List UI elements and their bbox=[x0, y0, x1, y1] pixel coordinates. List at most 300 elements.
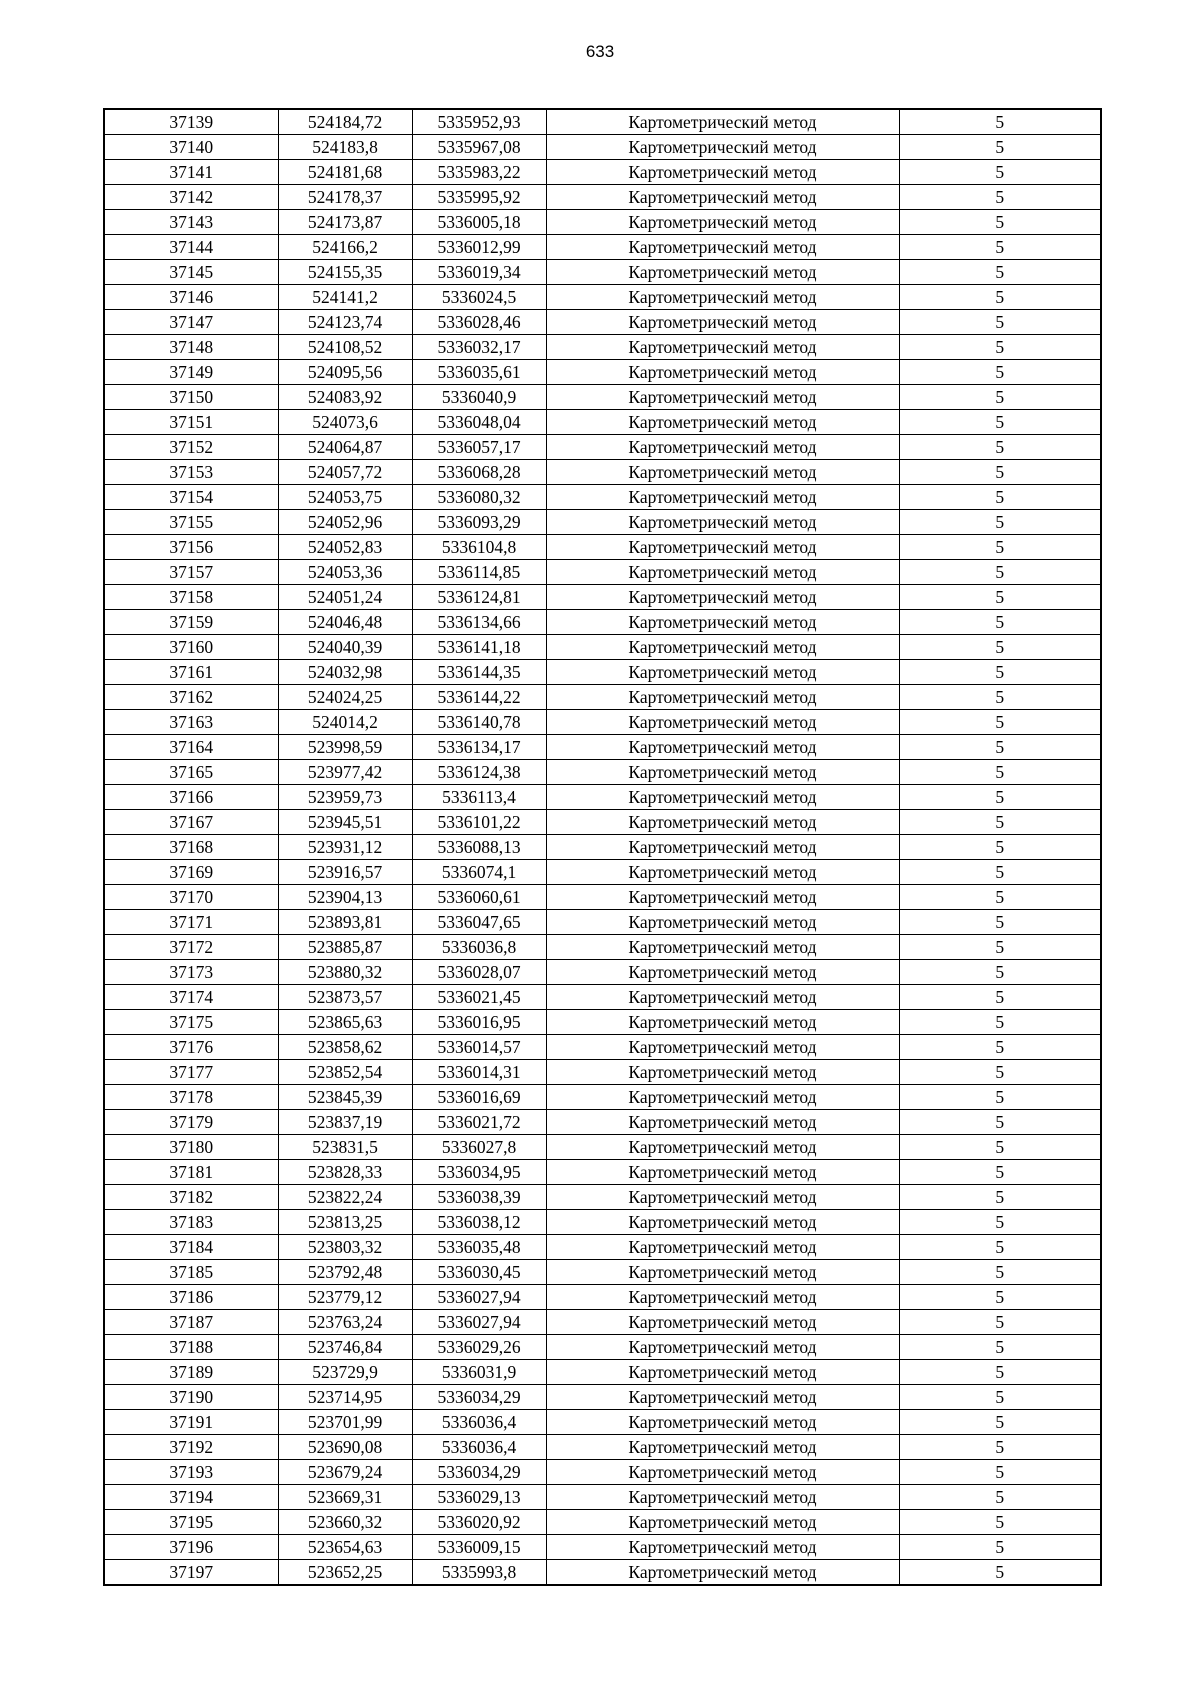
x-coordinate-cell: 523858,62 bbox=[278, 1035, 412, 1060]
accuracy-cell: 5 bbox=[899, 1410, 1101, 1435]
x-coordinate-cell: 523873,57 bbox=[278, 985, 412, 1010]
table-row bbox=[104, 360, 1101, 385]
table-row bbox=[104, 1110, 1101, 1135]
x-coordinate-cell: 524040,39 bbox=[278, 635, 412, 660]
point-number-cell: 37173 bbox=[104, 960, 278, 985]
point-number-cell: 37153 bbox=[104, 460, 278, 485]
accuracy-cell: 5 bbox=[899, 109, 1101, 135]
table-row bbox=[104, 1410, 1101, 1435]
method-cell: Картометрический метод bbox=[546, 910, 899, 935]
point-number-cell: 37175 bbox=[104, 1010, 278, 1035]
method-cell: Картометрический метод bbox=[546, 1185, 899, 1210]
x-coordinate-cell: 524123,74 bbox=[278, 310, 412, 335]
table-row bbox=[104, 835, 1101, 860]
x-coordinate-cell: 524032,98 bbox=[278, 660, 412, 685]
x-coordinate-cell: 524053,75 bbox=[278, 485, 412, 510]
table-row bbox=[104, 1010, 1101, 1035]
y-coordinate-cell: 5335952,93 bbox=[412, 109, 546, 135]
point-number-cell: 37159 bbox=[104, 610, 278, 635]
point-number-cell: 37186 bbox=[104, 1285, 278, 1310]
y-coordinate-cell: 5336030,45 bbox=[412, 1260, 546, 1285]
point-number-cell: 37140 bbox=[104, 135, 278, 160]
y-coordinate-cell: 5336035,61 bbox=[412, 360, 546, 385]
accuracy-cell: 5 bbox=[899, 810, 1101, 835]
accuracy-cell: 5 bbox=[899, 1485, 1101, 1510]
y-coordinate-cell: 5335983,22 bbox=[412, 160, 546, 185]
method-cell: Картометрический метод bbox=[546, 1035, 899, 1060]
y-coordinate-cell: 5336144,22 bbox=[412, 685, 546, 710]
y-coordinate-cell: 5336047,65 bbox=[412, 910, 546, 935]
method-cell: Картометрический метод bbox=[546, 1135, 899, 1160]
y-coordinate-cell: 5336027,8 bbox=[412, 1135, 546, 1160]
x-coordinate-cell: 524181,68 bbox=[278, 160, 412, 185]
point-number-cell: 37161 bbox=[104, 660, 278, 685]
y-coordinate-cell: 5336034,29 bbox=[412, 1460, 546, 1485]
point-number-cell: 37165 bbox=[104, 760, 278, 785]
point-number-cell: 37177 bbox=[104, 1060, 278, 1085]
x-coordinate-cell: 523690,08 bbox=[278, 1435, 412, 1460]
method-cell: Картометрический метод bbox=[546, 435, 899, 460]
table-row bbox=[104, 635, 1101, 660]
y-coordinate-cell: 5336009,15 bbox=[412, 1535, 546, 1560]
table-row bbox=[104, 985, 1101, 1010]
point-number-cell: 37164 bbox=[104, 735, 278, 760]
method-cell: Картометрический метод bbox=[546, 810, 899, 835]
accuracy-cell: 5 bbox=[899, 560, 1101, 585]
y-coordinate-cell: 5336021,45 bbox=[412, 985, 546, 1010]
table-row bbox=[104, 235, 1101, 260]
point-number-cell: 37152 bbox=[104, 435, 278, 460]
table-row bbox=[104, 960, 1101, 985]
y-coordinate-cell: 5336028,46 bbox=[412, 310, 546, 335]
table-row bbox=[104, 1360, 1101, 1385]
method-cell: Картометрический метод bbox=[546, 785, 899, 810]
accuracy-cell: 5 bbox=[899, 285, 1101, 310]
accuracy-cell: 5 bbox=[899, 1210, 1101, 1235]
y-coordinate-cell: 5336014,57 bbox=[412, 1035, 546, 1060]
x-coordinate-cell: 524052,83 bbox=[278, 535, 412, 560]
table-row bbox=[104, 310, 1101, 335]
accuracy-cell: 5 bbox=[899, 135, 1101, 160]
y-coordinate-cell: 5336124,81 bbox=[412, 585, 546, 610]
method-cell: Картометрический метод bbox=[546, 610, 899, 635]
method-cell: Картометрический метод bbox=[546, 135, 899, 160]
accuracy-cell: 5 bbox=[899, 610, 1101, 635]
accuracy-cell: 5 bbox=[899, 185, 1101, 210]
accuracy-cell: 5 bbox=[899, 1035, 1101, 1060]
y-coordinate-cell: 5336101,22 bbox=[412, 810, 546, 835]
table-row bbox=[104, 560, 1101, 585]
y-coordinate-cell: 5336074,1 bbox=[412, 860, 546, 885]
table-row bbox=[104, 1335, 1101, 1360]
method-cell: Картометрический метод bbox=[546, 1360, 899, 1385]
accuracy-cell: 5 bbox=[899, 585, 1101, 610]
x-coordinate-cell: 523880,32 bbox=[278, 960, 412, 985]
table-row bbox=[104, 260, 1101, 285]
y-coordinate-cell: 5336134,17 bbox=[412, 735, 546, 760]
point-number-cell: 37185 bbox=[104, 1260, 278, 1285]
accuracy-cell: 5 bbox=[899, 485, 1101, 510]
method-cell: Картометрический метод bbox=[546, 860, 899, 885]
y-coordinate-cell: 5336141,18 bbox=[412, 635, 546, 660]
x-coordinate-cell: 523779,12 bbox=[278, 1285, 412, 1310]
x-coordinate-cell: 523746,84 bbox=[278, 1335, 412, 1360]
accuracy-cell: 5 bbox=[899, 385, 1101, 410]
x-coordinate-cell: 523865,63 bbox=[278, 1010, 412, 1035]
table-row bbox=[104, 935, 1101, 960]
method-cell: Картометрический метод bbox=[546, 1560, 899, 1586]
accuracy-cell: 5 bbox=[899, 460, 1101, 485]
accuracy-cell: 5 bbox=[899, 1510, 1101, 1535]
point-number-cell: 37178 bbox=[104, 1085, 278, 1110]
point-number-cell: 37166 bbox=[104, 785, 278, 810]
x-coordinate-cell: 523885,87 bbox=[278, 935, 412, 960]
y-coordinate-cell: 5336020,92 bbox=[412, 1510, 546, 1535]
x-coordinate-cell: 523931,12 bbox=[278, 835, 412, 860]
table-row bbox=[104, 1310, 1101, 1335]
y-coordinate-cell: 5336093,29 bbox=[412, 510, 546, 535]
point-number-cell: 37168 bbox=[104, 835, 278, 860]
table-row bbox=[104, 385, 1101, 410]
table-row bbox=[104, 1160, 1101, 1185]
point-number-cell: 37181 bbox=[104, 1160, 278, 1185]
accuracy-cell: 5 bbox=[899, 410, 1101, 435]
accuracy-cell: 5 bbox=[899, 260, 1101, 285]
table-row bbox=[104, 1435, 1101, 1460]
table-row bbox=[104, 1235, 1101, 1260]
x-coordinate-cell: 523998,59 bbox=[278, 735, 412, 760]
x-coordinate-cell: 524178,37 bbox=[278, 185, 412, 210]
y-coordinate-cell: 5336036,4 bbox=[412, 1435, 546, 1460]
x-coordinate-cell: 524173,87 bbox=[278, 210, 412, 235]
method-cell: Картометрический метод bbox=[546, 1085, 899, 1110]
x-coordinate-cell: 523679,24 bbox=[278, 1460, 412, 1485]
y-coordinate-cell: 5336080,32 bbox=[412, 485, 546, 510]
point-number-cell: 37143 bbox=[104, 210, 278, 235]
x-coordinate-cell: 523822,24 bbox=[278, 1185, 412, 1210]
x-coordinate-cell: 524183,8 bbox=[278, 135, 412, 160]
x-coordinate-cell: 524166,2 bbox=[278, 235, 412, 260]
x-coordinate-cell: 524064,87 bbox=[278, 435, 412, 460]
table-row bbox=[104, 410, 1101, 435]
accuracy-cell: 5 bbox=[899, 860, 1101, 885]
point-number-cell: 37150 bbox=[104, 385, 278, 410]
accuracy-cell: 5 bbox=[899, 835, 1101, 860]
method-cell: Картометрический метод bbox=[546, 960, 899, 985]
table-row bbox=[104, 210, 1101, 235]
x-coordinate-cell: 523837,19 bbox=[278, 1110, 412, 1135]
accuracy-cell: 5 bbox=[899, 660, 1101, 685]
accuracy-cell: 5 bbox=[899, 635, 1101, 660]
x-coordinate-cell: 523893,81 bbox=[278, 910, 412, 935]
y-coordinate-cell: 5336005,18 bbox=[412, 210, 546, 235]
method-cell: Картометрический метод bbox=[546, 1110, 899, 1135]
x-coordinate-cell: 524051,24 bbox=[278, 585, 412, 610]
method-cell: Картометрический метод bbox=[546, 310, 899, 335]
y-coordinate-cell: 5336040,9 bbox=[412, 385, 546, 410]
accuracy-cell: 5 bbox=[899, 435, 1101, 460]
accuracy-cell: 5 bbox=[899, 1260, 1101, 1285]
method-cell: Картометрический метод bbox=[546, 585, 899, 610]
accuracy-cell: 5 bbox=[899, 335, 1101, 360]
y-coordinate-cell: 5336034,95 bbox=[412, 1160, 546, 1185]
table-row bbox=[104, 710, 1101, 735]
point-number-cell: 37149 bbox=[104, 360, 278, 385]
method-cell: Картометрический метод bbox=[546, 885, 899, 910]
point-number-cell: 37151 bbox=[104, 410, 278, 435]
y-coordinate-cell: 5335993,8 bbox=[412, 1560, 546, 1586]
accuracy-cell: 5 bbox=[899, 710, 1101, 735]
x-coordinate-cell: 523803,32 bbox=[278, 1235, 412, 1260]
table-row bbox=[104, 435, 1101, 460]
accuracy-cell: 5 bbox=[899, 160, 1101, 185]
method-cell: Картометрический метод bbox=[546, 1285, 899, 1310]
method-cell: Картометрический метод bbox=[546, 109, 899, 135]
accuracy-cell: 5 bbox=[899, 985, 1101, 1010]
point-number-cell: 37145 bbox=[104, 260, 278, 285]
x-coordinate-cell: 524108,52 bbox=[278, 335, 412, 360]
y-coordinate-cell: 5336057,17 bbox=[412, 435, 546, 460]
method-cell: Картометрический метод bbox=[546, 985, 899, 1010]
method-cell: Картометрический метод bbox=[546, 185, 899, 210]
y-coordinate-cell: 5336113,4 bbox=[412, 785, 546, 810]
point-number-cell: 37160 bbox=[104, 635, 278, 660]
method-cell: Картометрический метод bbox=[546, 1410, 899, 1435]
y-coordinate-cell: 5336029,13 bbox=[412, 1485, 546, 1510]
table-row bbox=[104, 285, 1101, 310]
point-number-cell: 37139 bbox=[104, 109, 278, 135]
method-cell: Картометрический метод bbox=[546, 760, 899, 785]
coordinates-table-body bbox=[104, 109, 1101, 1585]
point-number-cell: 37194 bbox=[104, 1485, 278, 1510]
point-number-cell: 37144 bbox=[104, 235, 278, 260]
accuracy-cell: 5 bbox=[899, 885, 1101, 910]
accuracy-cell: 5 bbox=[899, 935, 1101, 960]
method-cell: Картометрический метод bbox=[546, 1460, 899, 1485]
accuracy-cell: 5 bbox=[899, 960, 1101, 985]
point-number-cell: 37146 bbox=[104, 285, 278, 310]
x-coordinate-cell: 523904,13 bbox=[278, 885, 412, 910]
point-number-cell: 37193 bbox=[104, 1460, 278, 1485]
accuracy-cell: 5 bbox=[899, 1435, 1101, 1460]
y-coordinate-cell: 5336012,99 bbox=[412, 235, 546, 260]
y-coordinate-cell: 5336016,69 bbox=[412, 1085, 546, 1110]
y-coordinate-cell: 5336036,8 bbox=[412, 935, 546, 960]
x-coordinate-cell: 524095,56 bbox=[278, 360, 412, 385]
point-number-cell: 37157 bbox=[104, 560, 278, 585]
x-coordinate-cell: 523828,33 bbox=[278, 1160, 412, 1185]
point-number-cell: 37190 bbox=[104, 1385, 278, 1410]
y-coordinate-cell: 5336114,85 bbox=[412, 560, 546, 585]
table-row bbox=[104, 135, 1101, 160]
accuracy-cell: 5 bbox=[899, 1110, 1101, 1135]
method-cell: Картометрический метод bbox=[546, 1435, 899, 1460]
point-number-cell: 37197 bbox=[104, 1560, 278, 1586]
x-coordinate-cell: 524052,96 bbox=[278, 510, 412, 535]
method-cell: Картометрический метод bbox=[546, 210, 899, 235]
y-coordinate-cell: 5336014,31 bbox=[412, 1060, 546, 1085]
y-coordinate-cell: 5336029,26 bbox=[412, 1335, 546, 1360]
x-coordinate-cell: 523652,25 bbox=[278, 1560, 412, 1586]
table-row bbox=[104, 485, 1101, 510]
page-number: 633 bbox=[585, 42, 615, 61]
point-number-cell: 37158 bbox=[104, 585, 278, 610]
y-coordinate-cell: 5336024,5 bbox=[412, 285, 546, 310]
y-coordinate-cell: 5336144,35 bbox=[412, 660, 546, 685]
accuracy-cell: 5 bbox=[899, 1010, 1101, 1035]
table-row bbox=[104, 1510, 1101, 1535]
x-coordinate-cell: 523792,48 bbox=[278, 1260, 412, 1285]
y-coordinate-cell: 5336140,78 bbox=[412, 710, 546, 735]
x-coordinate-cell: 523701,99 bbox=[278, 1410, 412, 1435]
method-cell: Картометрический метод bbox=[546, 835, 899, 860]
point-number-cell: 37156 bbox=[104, 535, 278, 560]
y-coordinate-cell: 5336068,28 bbox=[412, 460, 546, 485]
method-cell: Картометрический метод bbox=[546, 1210, 899, 1235]
y-coordinate-cell: 5336038,12 bbox=[412, 1210, 546, 1235]
table-row bbox=[104, 785, 1101, 810]
table-row bbox=[104, 1060, 1101, 1085]
table-row bbox=[104, 1560, 1101, 1586]
x-coordinate-cell: 523654,63 bbox=[278, 1535, 412, 1560]
table-row bbox=[104, 660, 1101, 685]
accuracy-cell: 5 bbox=[899, 510, 1101, 535]
point-number-cell: 37148 bbox=[104, 335, 278, 360]
table-row bbox=[104, 1185, 1101, 1210]
point-number-cell: 37147 bbox=[104, 310, 278, 335]
accuracy-cell: 5 bbox=[899, 310, 1101, 335]
accuracy-cell: 5 bbox=[899, 1135, 1101, 1160]
x-coordinate-cell: 524057,72 bbox=[278, 460, 412, 485]
method-cell: Картометрический метод bbox=[546, 1310, 899, 1335]
accuracy-cell: 5 bbox=[899, 1310, 1101, 1335]
method-cell: Картометрический метод bbox=[546, 235, 899, 260]
x-coordinate-cell: 523813,25 bbox=[278, 1210, 412, 1235]
x-coordinate-cell: 524083,92 bbox=[278, 385, 412, 410]
y-coordinate-cell: 5336124,38 bbox=[412, 760, 546, 785]
x-coordinate-cell: 524046,48 bbox=[278, 610, 412, 635]
point-number-cell: 37187 bbox=[104, 1310, 278, 1335]
accuracy-cell: 5 bbox=[899, 1160, 1101, 1185]
x-coordinate-cell: 523714,95 bbox=[278, 1385, 412, 1410]
x-coordinate-cell: 523959,73 bbox=[278, 785, 412, 810]
method-cell: Картометрический метод bbox=[546, 485, 899, 510]
method-cell: Картометрический метод bbox=[546, 1535, 899, 1560]
method-cell: Картометрический метод bbox=[546, 335, 899, 360]
table-row bbox=[104, 585, 1101, 610]
accuracy-cell: 5 bbox=[899, 235, 1101, 260]
point-number-cell: 37167 bbox=[104, 810, 278, 835]
method-cell: Картометрический метод bbox=[546, 1235, 899, 1260]
accuracy-cell: 5 bbox=[899, 1535, 1101, 1560]
accuracy-cell: 5 bbox=[899, 1185, 1101, 1210]
y-coordinate-cell: 5336016,95 bbox=[412, 1010, 546, 1035]
method-cell: Картометрический метод bbox=[546, 510, 899, 535]
table-row bbox=[104, 535, 1101, 560]
accuracy-cell: 5 bbox=[899, 1285, 1101, 1310]
table-row bbox=[104, 109, 1101, 135]
table-row bbox=[104, 810, 1101, 835]
table-row bbox=[104, 760, 1101, 785]
accuracy-cell: 5 bbox=[899, 1460, 1101, 1485]
table-row bbox=[104, 1285, 1101, 1310]
y-coordinate-cell: 5336027,94 bbox=[412, 1310, 546, 1335]
accuracy-cell: 5 bbox=[899, 210, 1101, 235]
x-coordinate-cell: 523945,51 bbox=[278, 810, 412, 835]
y-coordinate-cell: 5336048,04 bbox=[412, 410, 546, 435]
method-cell: Картометрический метод bbox=[546, 1335, 899, 1360]
y-coordinate-cell: 5336134,66 bbox=[412, 610, 546, 635]
point-number-cell: 37142 bbox=[104, 185, 278, 210]
method-cell: Картометрический метод bbox=[546, 935, 899, 960]
point-number-cell: 37196 bbox=[104, 1535, 278, 1560]
method-cell: Картометрический метод bbox=[546, 460, 899, 485]
point-number-cell: 37162 bbox=[104, 685, 278, 710]
y-coordinate-cell: 5336027,94 bbox=[412, 1285, 546, 1310]
point-number-cell: 37154 bbox=[104, 485, 278, 510]
y-coordinate-cell: 5336035,48 bbox=[412, 1235, 546, 1260]
x-coordinate-cell: 524024,25 bbox=[278, 685, 412, 710]
method-cell: Картометрический метод bbox=[546, 1260, 899, 1285]
y-coordinate-cell: 5335995,92 bbox=[412, 185, 546, 210]
table-row bbox=[104, 1210, 1101, 1235]
point-number-cell: 37195 bbox=[104, 1510, 278, 1535]
point-number-cell: 37184 bbox=[104, 1235, 278, 1260]
x-coordinate-cell: 524073,6 bbox=[278, 410, 412, 435]
table-row bbox=[104, 160, 1101, 185]
table-row bbox=[104, 1485, 1101, 1510]
method-cell: Картометрический метод bbox=[546, 560, 899, 585]
accuracy-cell: 5 bbox=[899, 1060, 1101, 1085]
method-cell: Картометрический метод bbox=[546, 685, 899, 710]
method-cell: Картометрический метод bbox=[546, 535, 899, 560]
point-number-cell: 37155 bbox=[104, 510, 278, 535]
x-coordinate-cell: 523977,42 bbox=[278, 760, 412, 785]
point-number-cell: 37183 bbox=[104, 1210, 278, 1235]
y-coordinate-cell: 5336104,8 bbox=[412, 535, 546, 560]
accuracy-cell: 5 bbox=[899, 785, 1101, 810]
method-cell: Картометрический метод bbox=[546, 260, 899, 285]
y-coordinate-cell: 5336036,4 bbox=[412, 1410, 546, 1435]
y-coordinate-cell: 5335967,08 bbox=[412, 135, 546, 160]
method-cell: Картометрический метод bbox=[546, 735, 899, 760]
table-row bbox=[104, 910, 1101, 935]
table-row bbox=[104, 610, 1101, 635]
accuracy-cell: 5 bbox=[899, 685, 1101, 710]
accuracy-cell: 5 bbox=[899, 1085, 1101, 1110]
point-number-cell: 37189 bbox=[104, 1360, 278, 1385]
table-row bbox=[104, 1135, 1101, 1160]
x-coordinate-cell: 523729,9 bbox=[278, 1360, 412, 1385]
table-row bbox=[104, 185, 1101, 210]
point-number-cell: 37191 bbox=[104, 1410, 278, 1435]
method-cell: Картометрический метод bbox=[546, 635, 899, 660]
table-row bbox=[104, 1260, 1101, 1285]
method-cell: Картометрический метод bbox=[546, 1385, 899, 1410]
accuracy-cell: 5 bbox=[899, 1360, 1101, 1385]
method-cell: Картометрический метод bbox=[546, 160, 899, 185]
x-coordinate-cell: 523763,24 bbox=[278, 1310, 412, 1335]
method-cell: Картометрический метод bbox=[546, 1010, 899, 1035]
method-cell: Картометрический метод bbox=[546, 360, 899, 385]
point-number-cell: 37179 bbox=[104, 1110, 278, 1135]
accuracy-cell: 5 bbox=[899, 910, 1101, 935]
point-number-cell: 37192 bbox=[104, 1435, 278, 1460]
point-number-cell: 37176 bbox=[104, 1035, 278, 1060]
method-cell: Картометрический метод bbox=[546, 410, 899, 435]
table-row bbox=[104, 685, 1101, 710]
table-row bbox=[104, 1535, 1101, 1560]
